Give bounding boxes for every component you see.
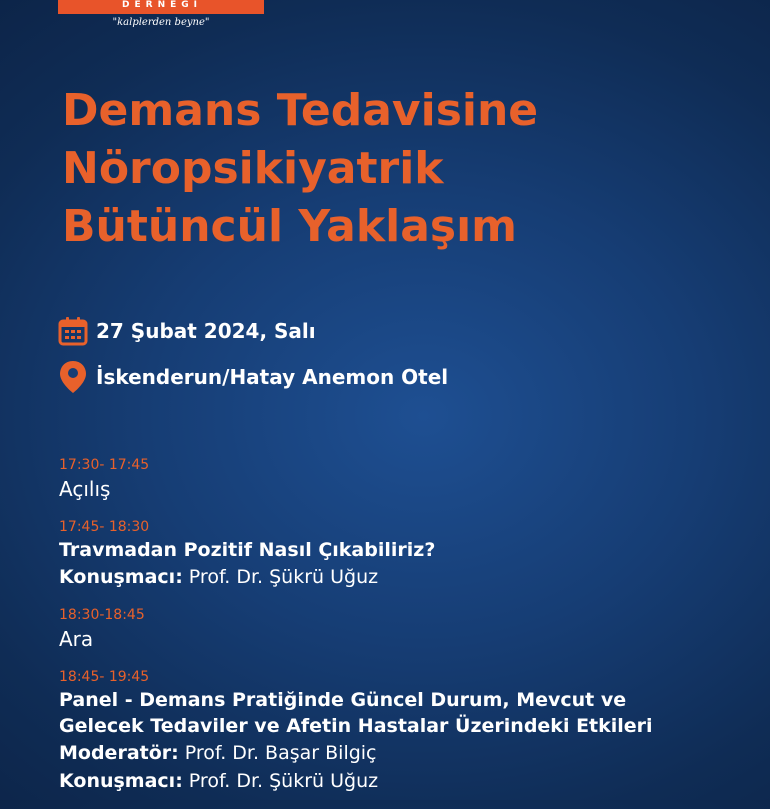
moderator-name: Prof. Dr. Başar Bilgiç (184, 742, 377, 764)
slot-time: 17:30- 17:45 (59, 457, 150, 473)
event-location-row (58, 361, 448, 393)
slot-title: Ara (59, 627, 94, 651)
logo-tagline: "kalplerden beyne" (112, 17, 210, 28)
slot-title-line-1: Panel - Demans Pratiğinde Güncel Durum, Mevcut ve (59, 689, 627, 711)
slot-title: Açılış (59, 477, 111, 501)
slot-title-line-2: Gelecek Tedaviler ve Afetin Hastalar Üzerindeki Etkileri (59, 715, 653, 737)
map-pin-icon (58, 361, 90, 393)
slot-title: Travmadan Pozitif Nasıl Çıkabiliriz? (59, 539, 436, 561)
speaker-label: Konuşmacı: (59, 566, 183, 588)
schedule-slot (59, 605, 759, 653)
event-title (62, 82, 538, 256)
slot-time: 17:45- 18:30 (59, 519, 150, 535)
moderator-row (59, 739, 759, 767)
slot-time: 18:45- 19:45 (59, 669, 150, 685)
calendar-icon (58, 315, 90, 347)
schedule-slot (59, 455, 759, 503)
event-date: 27 Şubat 2024, Salı (96, 319, 316, 343)
logo-org-text: DERNEĞİ (122, 0, 202, 10)
schedule-slot (59, 517, 759, 591)
schedule-slot (59, 667, 759, 795)
schedule (59, 455, 759, 809)
speaker-row (59, 563, 759, 591)
speaker-name: Prof. Dr. Şükrü Uğuz (188, 770, 379, 792)
title-line-3: Bütüncül Yaklaşım (62, 201, 518, 252)
moderator-label: Moderatör: (59, 742, 179, 764)
title-line-2: Nöropsikiyatrik (62, 143, 444, 194)
event-location: İskenderun/Hatay Anemon Otel (96, 365, 449, 389)
speaker-name: Prof. Dr. Şükrü Uğuz (188, 566, 379, 588)
slot-time: 18:30-18:45 (59, 607, 145, 623)
speaker-row (59, 767, 759, 795)
event-date-row (58, 315, 316, 347)
speaker-label: Konuşmacı: (59, 770, 183, 792)
title-line-1: Demans Tedavisine (62, 85, 539, 136)
